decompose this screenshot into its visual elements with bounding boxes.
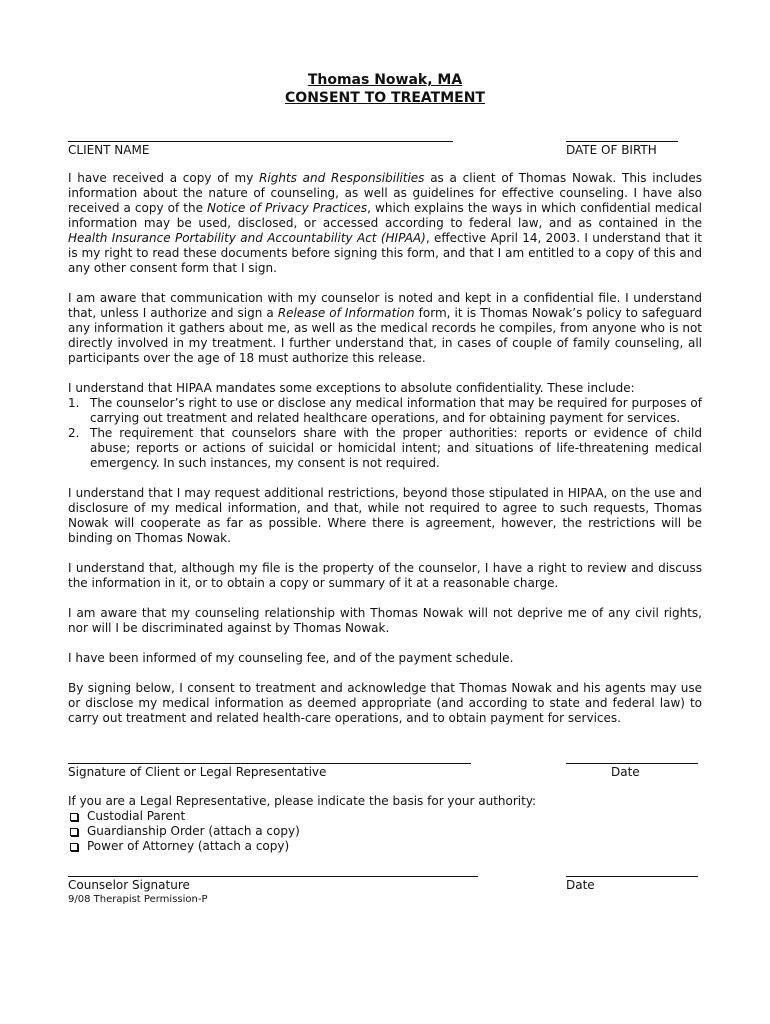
counselor-date-label: Date: [566, 878, 595, 892]
client-signature-row: [68, 763, 702, 787]
option-power-of-attorney: Power of Attorney (attach a copy): [68, 839, 702, 854]
fee-paragraph: I have been informed of my counseling fee, and of the payment schedule.: [68, 651, 514, 665]
client-signature-date-line[interactable]: [566, 763, 698, 764]
date-of-birth-label: DATE OF BIRTH: [566, 143, 657, 157]
hipaa-intro: I understand that HIPAA mandates some exceptions to absolute confidentiality. These include:: [68, 381, 635, 395]
counselor-signature-label: Counselor Signature: [68, 878, 190, 892]
consent-paragraph: By signing below, I consent to treatment and acknowledge that Thomas Nowak and his agents may use or disclose my medical information as deemed appropriate (and according to state and federal law) to carry out treatment and related health-care operations, and to obtain payment for services.: [68, 681, 702, 725]
practitioner-name: Thomas Nowak, MA: [307, 72, 463, 88]
client-name-line[interactable]: [68, 141, 453, 142]
legal-representative-section: [68, 794, 702, 854]
receipt-paragraph: I have received a copy of my Rights and Responsibilities as a client of Thomas Nowak. This includes information about the nature of counseling, as well as guidelines for effective counseling. I have also received a copy of the Notice of Privacy Practices, which explains the ways in which confidential medical information may be used, disclosed, or accessed according to federal law, and as contained in the Health Insurance Portability and Accountability Act (HIPAA), effective April 14, 2003. I understand that it is my right to read these documents before signing this form, and that I am entitled to a copy of this and any other consent form that I sign.: [68, 171, 702, 275]
checkbox-power-of-attorney[interactable]: [70, 843, 78, 851]
list-item: 1. The counselor’s right to use or disclose any medical information that may be required for purposes of carrying out treatment and related healthcare operations, and for obtaining payment for services.: [68, 396, 702, 425]
consent-form: [68, 71, 702, 906]
counselor-date-line[interactable]: [566, 876, 698, 877]
client-signature-line[interactable]: [68, 763, 471, 764]
date-of-birth-line[interactable]: [566, 141, 678, 142]
client-signature-label: Signature of Client or Legal Representative: [68, 765, 327, 779]
checkbox-custodial-parent[interactable]: [70, 813, 78, 821]
client-name-label: CLIENT NAME: [68, 143, 150, 157]
checkbox-guardianship-order[interactable]: [70, 828, 78, 836]
hipaa-exceptions: [68, 381, 702, 471]
counselor-signature-line[interactable]: [68, 876, 478, 877]
option-guardianship-order: Guardianship Order (attach a copy): [68, 824, 702, 839]
restrictions-paragraph: I understand that I may request additional restrictions, beyond those stipulated in HIPAA, on the use and disclosure of my medical information, and that, while not required to agree to such requests, Thomas Nowak will cooperate as far as possible. Where there is agreement, however, the restrictions will be binding on Thomas Nowak.: [68, 486, 702, 545]
option-custodial-parent: Custodial Parent: [68, 809, 702, 824]
file-access-paragraph: I understand that, although my file is the property of the counselor, I have a right to review and discuss the information in it, or to obtain a copy or summary of it at a reasonable charge.: [68, 561, 702, 590]
client-signature-date-label: Date: [611, 765, 640, 779]
counselor-signature-row: [68, 876, 702, 894]
client-info-row: [68, 141, 702, 165]
civil-rights-paragraph: I am aware that my counseling relationship with Thomas Nowak will not deprive me of any civil rights, nor will I be discriminated against by Thomas Nowak.: [68, 606, 702, 635]
form-id: 9/08 Therapist Permission-P: [68, 894, 208, 905]
document-title: CONSENT TO TREATMENT: [285, 90, 485, 106]
confidentiality-paragraph: I am aware that communication with my counselor is noted and kept in a confidential file. I understand that, unless I authorize and sign a Release of Information form, it is Thomas Nowak’s policy to safeguard any information it gathers about me, as well as the medical records he compiles, from anyone who is not directly involved in my treatment. I further understand that, in cases of couple of family counseling, all participants over the age of 18 must authorize this release.: [68, 291, 703, 365]
legal-rep-prompt: If you are a Legal Representative, please indicate the basis for your authority:: [68, 794, 537, 808]
list-item: 2. The requirement that counselors share with the proper authorities: reports or evidence of child abuse; reports or actions of suicidal or homicidal intent; and situations of life-threatening medical emergency. In such instances, my consent is not required.: [68, 426, 702, 470]
